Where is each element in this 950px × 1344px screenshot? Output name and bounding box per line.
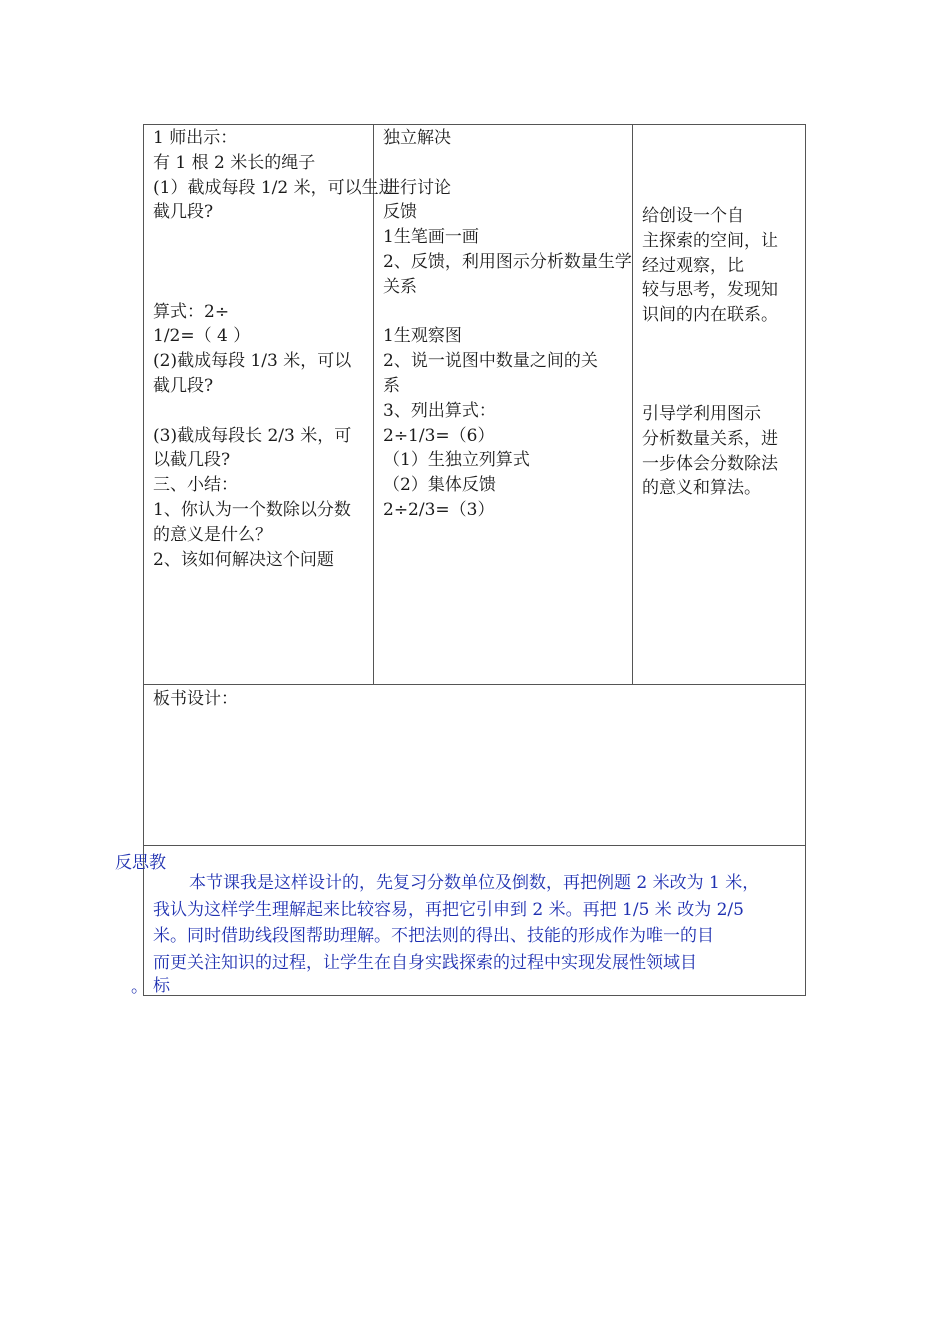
teacher-activity-column: [153, 126, 396, 572]
text-line: (2)截成每段 1/3 米，可以: [153, 351, 352, 372]
text-line: 一步体会分数除法: [642, 453, 778, 474]
text-line: 引导学利用图示: [642, 404, 761, 424]
text-line: 独立解决: [383, 128, 451, 148]
text-line: 截几段?: [153, 375, 214, 396]
text-line: 较与思考，发现知: [642, 280, 778, 301]
text-line: 以截几段?: [153, 450, 231, 471]
text-line: 算式：2÷: [153, 301, 230, 322]
text-line: 反馈: [383, 202, 417, 223]
reflection-line: 我认为这样学生理解起来比较容易，再把它引申到 2 米。再把 1/5 米 改为 2/5: [153, 899, 744, 920]
row-divider-board: [143, 684, 806, 685]
board-design-label: 板书设计：: [153, 689, 238, 709]
text-line: 系: [383, 375, 400, 396]
text-line: 主探索的空间，让: [642, 230, 778, 251]
reflection-text: [153, 870, 759, 996]
reflection-line: 本节课我是这样设计的，先复习分数单位及倒数，再把例题 2 米改为 1 米，: [189, 873, 760, 893]
row-divider-reflection: [143, 845, 806, 846]
text-line: 2÷1/3=（6）: [383, 425, 495, 446]
text-line: 三、小结：: [153, 475, 238, 496]
text-line: 1生笔画一画: [383, 227, 479, 248]
text-line: (1）截成每段 1/2 米，可以生进: [153, 177, 396, 198]
design-intent-block-2: [642, 402, 778, 501]
text-line: 的意义是什么？: [153, 524, 272, 545]
blank-line: [153, 399, 396, 424]
text-line: 关系: [383, 276, 417, 297]
text-line: 给创设一个自: [642, 206, 744, 226]
column-divider-2: [632, 124, 633, 685]
text-line: （2）集体反馈: [383, 475, 496, 496]
reflection-line: 标: [153, 976, 170, 996]
text-line: 1/2=（ 4 ）: [153, 326, 251, 347]
text-line: 2、说一说图中数量之间的关: [383, 351, 598, 372]
text-line: 3、列出算式：: [383, 400, 496, 421]
reflection-line: 米。同时借助线段图帮助理解。不把法则的得出、技能的形成作为唯一的目: [153, 926, 714, 946]
blank-line: [153, 275, 396, 300]
blank-line: [383, 151, 632, 176]
text-line: 识间的内在联系。: [642, 305, 778, 326]
reflection-tag: 反思教: [115, 853, 166, 873]
text-line: 1 师出示：: [153, 128, 238, 148]
text-line: 2、该如何解决这个问题: [153, 549, 334, 570]
text-line: 1生观察图: [383, 326, 462, 347]
text-line: 分析数量关系，进: [642, 428, 778, 449]
blank-line: [153, 250, 396, 275]
text-line: 2÷2/3=（3）: [383, 499, 495, 520]
text-line: 的意义和算法。: [642, 478, 761, 499]
text-line: （1）生独立列算式: [383, 450, 530, 471]
text-line: 2、反馈，利用图示分析数量生学: [383, 251, 632, 272]
student-activity-column: [383, 126, 632, 523]
text-line: 1、你认为一个数除以分数: [153, 499, 351, 520]
design-intent-block-1: [642, 204, 778, 328]
text-line: (3)截成每段长 2/3 米，可: [153, 425, 352, 446]
reflection-dot: 。: [131, 977, 148, 997]
reflection-line: 而更关注知识的过程，让学生在自身实践探索的过程中实现发展性领域目: [153, 952, 697, 973]
blank-line: [383, 300, 632, 325]
blank-line: [153, 225, 396, 250]
text-line: 经过观察，比: [642, 255, 744, 276]
text-line: 有 1 根 2 米长的绳子: [153, 152, 316, 173]
text-line: 截几段?: [153, 202, 214, 223]
text-line: 进行讨论: [383, 177, 451, 198]
